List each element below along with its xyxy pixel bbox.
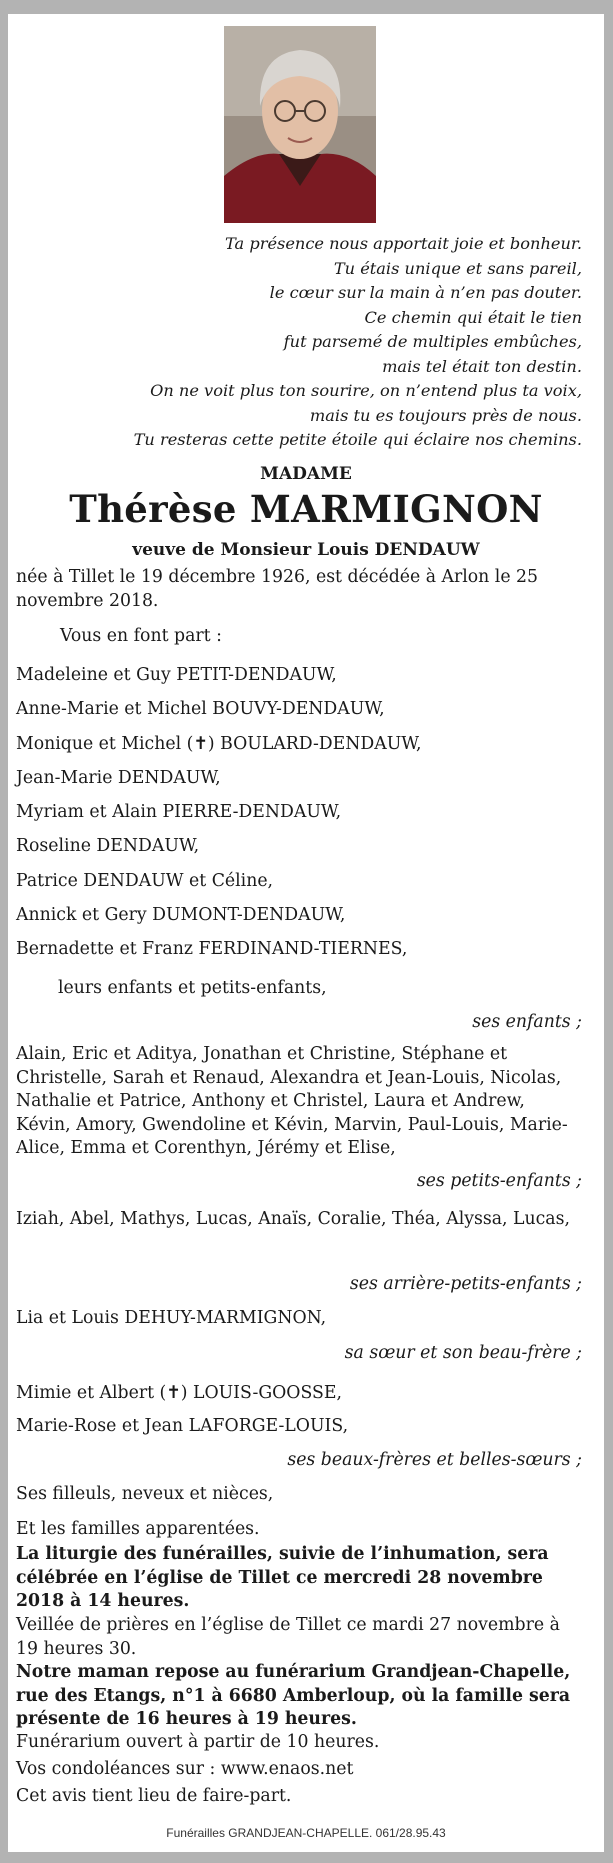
list-item: Marie-Rose et Jean LAFORGE-LOUIS, (16, 1416, 349, 1436)
children-list (16, 658, 422, 967)
footer-credit: Funérailles GRANDJEAN-CHAPELLE. 061/28.95.43 (166, 1826, 446, 1840)
announce-text: Vous en font part : (60, 626, 222, 646)
notice-text: Cet avis tient lieu de faire-part. (16, 1786, 292, 1806)
list-item: Myriam et Alain PIERRE-DENDAUW, (16, 802, 342, 823)
sister-text: Lia et Louis DEHUY-MARMIGNON, (16, 1308, 327, 1328)
list-item: Roseline DENDAUW, (16, 836, 200, 857)
obituary-card (8, 14, 604, 1852)
poem-line: Tu étais unique et sans pareil, (333, 258, 582, 278)
condolences-text: Vos condoléances sur : www.enaos.net (16, 1759, 354, 1779)
deceased-name: Thérèse MARMIGNON (69, 487, 543, 531)
godchildren-text: Ses filleuls, neveux et nièces, (16, 1484, 274, 1504)
widow-line: veuve de Monsieur Louis DENDAUW (132, 540, 480, 560)
role-sister: sa sœur et son beau-frère ; (344, 1343, 582, 1363)
list-item: Annick et Gery DUMONT-DENDAUW, (16, 905, 346, 926)
opening-hours-text: Funérarium ouvert à partir de 10 heures. (16, 1732, 380, 1752)
poem-line: mais tel était ton destin. (382, 356, 582, 376)
funeral-home-text: Notre maman repose au funérarium Grandjean-Chapelle, rue des Etangs, n°1 à 6680 Amberloup, où la famille sera présente de 16 heures à 19 heures. (16, 1662, 571, 1729)
poem-line: Ce chemin qui était le tien (364, 307, 582, 327)
poem-line: fut parsemé de multiples embûches, (283, 332, 582, 351)
list-item: Monique et Michel (✝) BOULARD-DENDAUW, (16, 733, 422, 754)
birth-death-text: née à Tillet le 19 décembre 1926, est décédée à Arlon le 25 novembre 2018. (16, 567, 539, 611)
poem-line: mais tu es toujours près de nous. (309, 405, 582, 425)
poem (22, 232, 582, 453)
role-great-grandchildren: ses arrière-petits-enfants ; (349, 1274, 582, 1294)
list-item: Anne-Marie et Michel BOUVY-DENDAUW, (16, 699, 385, 720)
great-grandchildren-text: Iziah, Abel, Mathys, Lucas, Anaïs, Coralie, Théa, Alyssa, Lucas, (16, 1209, 570, 1229)
list-item: Jean-Marie DENDAUW, (16, 767, 221, 788)
vigil-text: Veillée de prières en l’église de Tillet ce mardi 27 novembre à 19 heures 30. (16, 1615, 560, 1659)
role-grandchildren: ses petits-enfants ; (416, 1171, 582, 1191)
list-item: Mimie et Albert (✝) LOUIS-GOOSSE, (16, 1383, 342, 1403)
portrait-photo (224, 26, 376, 223)
list-item: Patrice DENDAUW et Céline, (16, 870, 274, 891)
role-children: ses enfants ; (472, 1012, 582, 1032)
families-text: Et les familles apparentées. (16, 1519, 260, 1539)
poem-line: Tu resteras cette petite étoile qui éclaire nos chemins. (133, 430, 582, 449)
grandchildren-text: Alain, Eric et Aditya, Jonathan et Christine, Stéphane et Christelle, Sarah et Renaud, Alexandra et Jean-Louis, Nicolas, Nathalie et Patrice, Anthony et Christel, Laura et Andrew, Kévin, Amory, Gwendoline et Kévin, Marvin, Paul-Louis, Marie-Alice, Emma et Corenthyn, Jérémy et Elise, (16, 1044, 568, 1158)
list-item: Bernadette et Franz FERDINAND-TIERNES, (16, 939, 408, 960)
list-item: Madeleine et Guy PETIT-DENDAUW, (16, 665, 337, 685)
children-note: leurs enfants et petits-enfants, (58, 978, 327, 998)
poem-line: On ne voit plus ton sourire, on n’entend plus ta voix, (150, 381, 582, 400)
liturgy-text: La liturgie des funérailles, suivie de l’inhumation, sera célébrée en l’église de Tillet ce mercredi 28 novembre 2018 à 14 heures. (16, 1544, 549, 1611)
title: MADAME (260, 464, 352, 484)
poem-line: le cœur sur la main à n’en pas douter. (269, 283, 582, 302)
inlaws-list (16, 1377, 348, 1443)
poem-line: Ta présence nous apportait joie et bonheur. (225, 234, 582, 253)
role-inlaws: ses beaux-frères et belles-sœurs ; (287, 1450, 582, 1470)
